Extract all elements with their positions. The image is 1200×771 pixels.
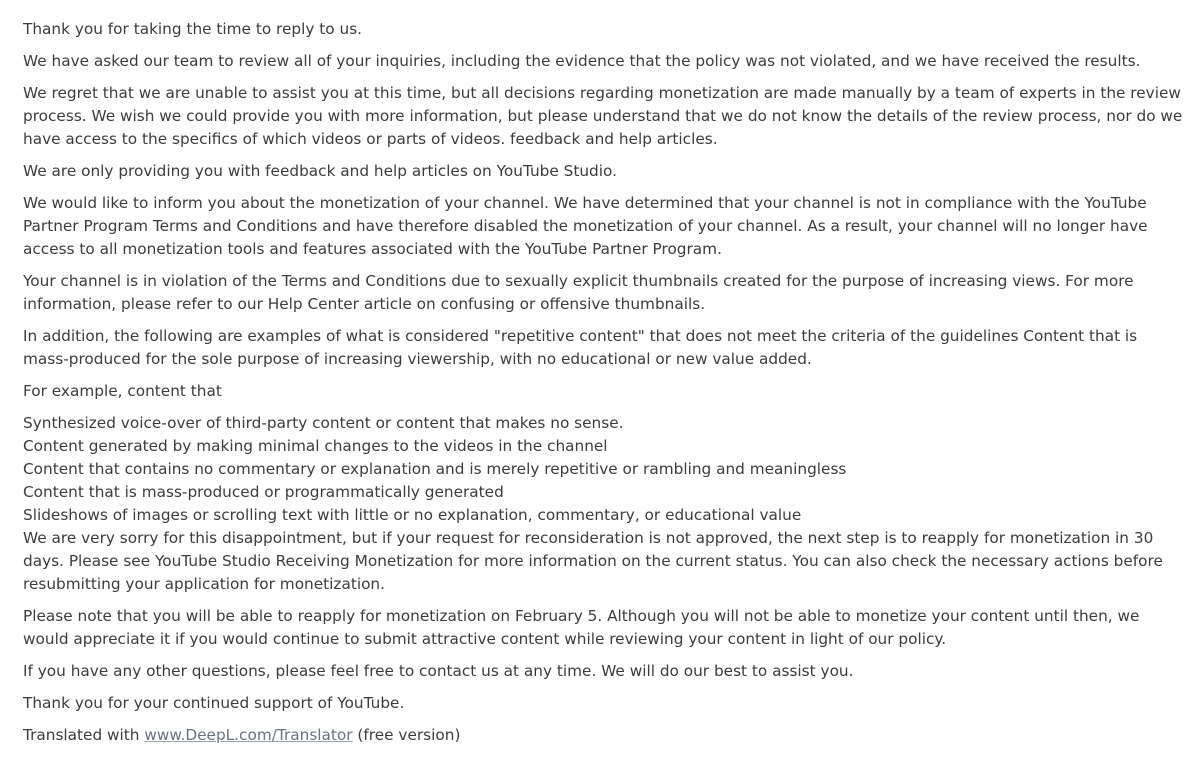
paragraph-regret: We regret that we are unable to assist you at this time, but all decisions regarding monetization are made manually by a team of experts in the review process. We wish we could provide you with more information, but please understand that we do not know the details of the review process, nor do we have access to the specifics of which videos or parts of videos. feedback and help articles. <box>23 84 1183 148</box>
paragraph-violation: Your channel is in violation of the Terms and Conditions due to sexually explicit thumbnails created for the purpose of increasing views. For more information, please refer to our Help Center article on confusing or offensive thumbnails. <box>23 272 1134 313</box>
footer-suffix: (free version) <box>352 726 461 744</box>
example-item: Slideshows of images or scrolling text with little or no explanation, commentary, or educational value <box>23 506 802 524</box>
paragraph-thanks: Thank you for taking the time to reply to us. <box>23 20 363 38</box>
example-item: Content that contains no commentary or explanation and is merely repetitive or rambling and meaningless <box>23 460 847 478</box>
deepl-link[interactable]: www.DeepL.com/Translator <box>144 726 353 744</box>
example-item: Synthesized voice-over of third-party content or content that makes no sense. <box>23 414 624 432</box>
paragraph-contact: If you have any other questions, please feel free to contact us at any time. We will do our best to assist you. <box>23 662 854 680</box>
examples-list <box>23 412 1183 527</box>
example-item: Content that is mass-produced or programmatically generated <box>23 483 504 501</box>
paragraph-reapply: We are very sorry for this disappointment, but if your request for reconsideration is not approved, the next step is to reapply for monetization in 30 days. Please see YouTube Studio Receiving Monetization for more information on the current status. You can also check the necessary actions before resubmitting your application for monetization. <box>23 529 1163 593</box>
example-item: Content generated by making minimal changes to the videos in the channel <box>23 437 608 455</box>
paragraph-feedback: We are only providing you with feedback and help articles on YouTube Studio. <box>23 162 617 180</box>
paragraph-repetitive-content: In addition, the following are examples of what is considered "repetitive content" that does not meet the criteria of the guidelines Content that is mass-produced for the sole purpose of increasing viewership, with no educational or new value added. <box>23 327 1138 368</box>
paragraph-example-intro: For example, content that <box>23 382 222 400</box>
paragraph-review: We have asked our team to review all of your inquiries, including the evidence that the policy was not violated, and we have received the results. <box>23 52 1141 70</box>
paragraph-reapply-date: Please note that you will be able to reapply for monetization on February 5. Although you will not be able to monetize your content until then, we would appreciate it if you would continue to submit attractive content while reviewing your content in light of our policy. <box>23 607 1140 648</box>
paragraph-closing: Thank you for your continued support of YouTube. <box>23 694 405 712</box>
paragraph-monetization: We would like to inform you about the monetization of your channel. We have determined that your channel is not in compliance with the YouTube Partner Program Terms and Conditions and have therefore disabled the monetization of your channel. As a result, your channel will no longer have access to all monetization tools and features associated with the YouTube Partner Program. <box>23 194 1148 258</box>
footer-prefix: Translated with <box>23 726 145 744</box>
message-body <box>23 18 1183 756</box>
translation-footer <box>23 724 1183 747</box>
